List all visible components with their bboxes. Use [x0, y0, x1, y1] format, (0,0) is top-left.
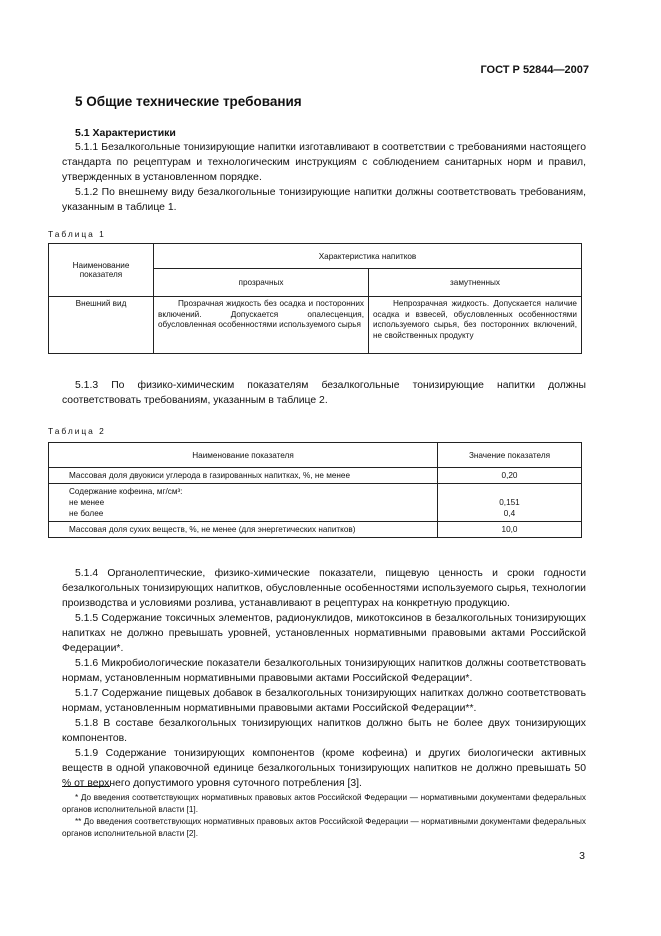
- table-row: [49, 468, 582, 484]
- footnote-1: * До введения соответствующих нормативных правовых актов Российской Федерации — нормативными документами федеральных органов исполнительной власти [1].: [62, 793, 586, 814]
- page-number: 3: [579, 850, 585, 862]
- paragraph-5-1-1: 5.1.1 Безалкогольные тонизирующие напитки изготавливают в соответствии с требованиями настоящего стандарта по рецептурам и технологическим инструкциям с соблюдением санитарных норм и правил, утвержденных в установленном порядке.: [62, 142, 586, 183]
- paragraph-5-1-3: 5.1.3 По физико-химическим показателям безалкогольные тонизирующие напитки должны соответствовать требованиям, указанным в таблице 2.: [62, 380, 586, 406]
- paragraph-5-1-9: 5.1.9 Содержание тонизирующих компонентов (кроме кофеина) и других биологически активных веществ в одной упаковочной единице безалкогольных тонизирующих напитков не должно превышать 50 % от верхнего допустимого уровня суточного потребления [3].: [62, 748, 586, 789]
- footnote-separator: [62, 786, 110, 787]
- table-2: [48, 442, 582, 538]
- table2-row2-name-cell: [49, 484, 438, 522]
- table1-transparent-cell: [154, 297, 369, 354]
- paragraph-block-top: [62, 140, 586, 215]
- table2-row2-min-label: не менее: [69, 498, 105, 507]
- footnotes: [62, 792, 586, 840]
- standard-header: ГОСТ Р 52844—2007: [480, 64, 589, 76]
- footnote-2: ** До введения соответствующих нормативных правовых актов Российской Федерации — нормативными документами федеральных органов исполнительной власти [2].: [62, 817, 586, 838]
- paragraph-block-513: [62, 378, 586, 408]
- table-row: [49, 484, 582, 522]
- table-row: [49, 522, 582, 538]
- table2-row2-value-cell: [438, 484, 582, 522]
- table1-header-opaque: замутненных: [369, 269, 582, 297]
- table2-header-name: Наименование показателя: [49, 443, 438, 468]
- table1-row-label: Внешний вид: [49, 297, 154, 354]
- table1-header-transparent: прозрачных: [154, 269, 369, 297]
- table2-row1-value: 0,20: [438, 468, 582, 484]
- paragraph-5-1-4: 5.1.4 Органолептические, физико-химические показатели, пищевую ценность и сроки годности безалкогольных тонизирующих напитков, обусловленные особенностями используемого сырья, технологии производства и условиями розлива, устанавливают в рецептурах на конкретную продукцию.: [62, 568, 586, 609]
- section-title: 5 Общие технические требования: [75, 94, 302, 109]
- table2-row2-min-value: 0,151: [499, 498, 520, 507]
- table2-row1-name: Массовая доля двуокиси углерода в газированных напитках, %, не менее: [49, 468, 438, 484]
- paragraph-block-bottom: [62, 566, 586, 791]
- table1-caption: Таблица 1: [48, 229, 106, 239]
- table2-row2-max-label: не более: [69, 509, 104, 518]
- table-row: [49, 297, 582, 354]
- paragraph-5-1-7: 5.1.7 Содержание пищевых добавок в безалкогольных тонизирующих напитках должно соответствовать нормам, установленным нормативными правовыми актами Российской Федерации**.: [62, 688, 586, 714]
- table2-row2-name: Содержание кофеина, мг/см³:: [69, 487, 183, 496]
- table2-caption: Таблица 2: [48, 426, 106, 436]
- subsection-title: 5.1 Характеристики: [75, 127, 176, 139]
- table1-opaque-text: Непрозрачная жидкость. Допускается наличие осадка и взвесей, обусловленных особенностями используемого сырья, без посторонних включений, не свойственных продукту: [373, 299, 577, 340]
- table2-row3-value: 10,0: [438, 522, 582, 538]
- paragraph-5-1-8: 5.1.8 В составе безалкогольных тонизирующих напитков должно быть не более двух тонизирующих компонентов.: [62, 718, 586, 744]
- table2-row2-max-value: 0,4: [503, 509, 516, 518]
- paragraph-5-1-6: 5.1.6 Микробиологические показатели безалкогольных тонизирующих напитков должны соответствовать нормам, установленным нормативными правовыми актами Российской Федерации*.: [62, 658, 586, 684]
- paragraph-5-1-5: 5.1.5 Содержание токсичных элементов, радионуклидов, микотоксинов в безалкогольных тонизирующих напитках не должно превышать уровней, установленных нормативными правовыми актами Российской Федерации*.: [62, 613, 586, 654]
- table2-header-value: Значение показателя: [438, 443, 582, 468]
- table1-header-group: Характеристика напитков: [154, 244, 582, 269]
- table1-transparent-text: Прозрачная жидкость без осадка и посторонних включений. Допускается опалесценция, обусловленная особенностями используемого сырья: [158, 299, 364, 329]
- paragraph-5-1-2: 5.1.2 По внешнему виду безалкогольные тонизирующие напитки должны соответствовать требованиям, указанным в таблице 1.: [62, 187, 586, 213]
- table1-header-indicator: Наименование показателя: [49, 244, 154, 297]
- table1-opaque-cell: [369, 297, 582, 354]
- table2-row3-name: Массовая доля сухих веществ, %, не менее (для энергетических напитков): [49, 522, 438, 538]
- table-1: [48, 243, 582, 354]
